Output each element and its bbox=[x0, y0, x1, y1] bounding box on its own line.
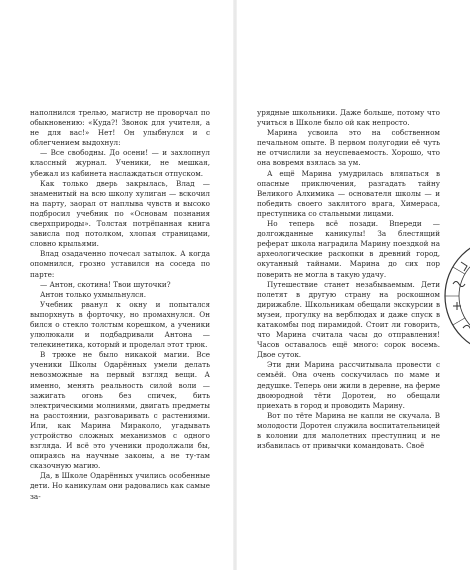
paragraph: наполнился трелью, магистр не проворчал по обыкновению: «Куда?! Звонок для учителя, а не для вас!» Нет! Он улыбнулся и с облегчением выдохнул: bbox=[30, 108, 210, 148]
left-text-column bbox=[30, 108, 210, 502]
paragraph: Влад озадаченно почесал затылок. А когда опомнился, грозно уставился на соседа по парте: bbox=[30, 249, 210, 279]
right-page bbox=[235, 0, 470, 570]
paragraph: Но теперь всё позади. Впереди — долгожданные каникулы! За блестящий реферат школа наградила Марину поездкой на археологические раскопки в древний город, окутанный тайнами. Марина до сих пор поверить не могла в такую удачу. bbox=[257, 219, 440, 279]
paragraph: Учебник рванул к окну и попытался выпорхнуть в форточку, но промахнулся. Он бился о стекло толстым корешком, а ученики улюлюкали и подбадривали Антона — телекинетика, который и проделал этот трюк. bbox=[30, 299, 210, 350]
paragraph: В трюке не было никакой магии. Все ученики Школы Одарённых умели делать невозможные на первый взгляд вещи. А именно, менять реальность силой воли — зажигать огонь без спичек, бить электрическими молниями, двигать предметы на расстоянии, разговаривать с растениями. Или, как Марина Мираколо, угадывать устройство сложных механизмов с одного взгляда. И всё это ученики продолжали бы, опираясь на научные законы, а не ту-там сказочную магию. bbox=[30, 350, 210, 471]
paragraph: Вот по тёте Марина не капли не скучала. В молодости Доротея служила воспитательницей в колонии для малолетних преступниц и не избавилась от привычки командовать. Своё bbox=[257, 410, 440, 451]
paragraph: Марина усвоила это на собственном печальном опыте. В первом полугодии её чуть не отчислили за неуспеваемость. Хорошо, что она вовремя взялась за ум. bbox=[257, 128, 440, 168]
zodiac-wheel-icon bbox=[443, 236, 470, 356]
paragraph: Антон только ухмыльнулся. bbox=[40, 289, 147, 299]
right-text-column bbox=[257, 108, 440, 451]
paragraph: Эти дни Марина рассчитывала провести с семьёй. Она очень соскучилась по маме и дедушке. Теперь они жили в деревне, на ферме двоюродной тёти Доротеи, но обещали приехать в город и проводить Марину. bbox=[257, 360, 440, 410]
paragraph: Да, в Школе Одарённых учились особенные дети. Но каникулам они радовались как самые за- bbox=[30, 471, 210, 501]
paragraph: Как только дверь закрылась, Влад — знаменитый на всю школу хулиган — вскочил на парту, заорал от наплыва чувств и высоко подбросил учебник по «Основам познания сверхприроды». Толстая потрёпанная книга зависла под потолком, хлопая страницами, словно крыльями. bbox=[30, 178, 210, 249]
paragraph: Путешествие станет незабываемым. Дети полетят в другую страну на роскошном дирижабле. Школьникам обещали экскурсии в музеи, прогулку на верблюдах и даже спуск в катакомбы под пирамидой. Стоит ли говорить, что Марина считала часы до отправления! Часов оставалось ещё много: сорок восемь. Двое суток. bbox=[257, 279, 440, 360]
paragraph: А ещё Марина умудрилась вляпаться в опасные приключения, разгадать тайну Великого Алхимика — основателя школы — и победить своего заклятого врага, Химераса, преступника со стальными лицами. bbox=[257, 168, 440, 218]
paragraph: урядные школьники. Даже больше, потому что учиться в Школе было ой как непросто. bbox=[257, 108, 440, 128]
paragraph: — Все свободны. До осени! — и захлопнул классный журнал. Ученики, не мешкая, убежал из кабинета наслаждаться отпуском. bbox=[30, 148, 210, 178]
paragraph: — Антон, скотина! Твои шуточки? bbox=[40, 279, 171, 289]
